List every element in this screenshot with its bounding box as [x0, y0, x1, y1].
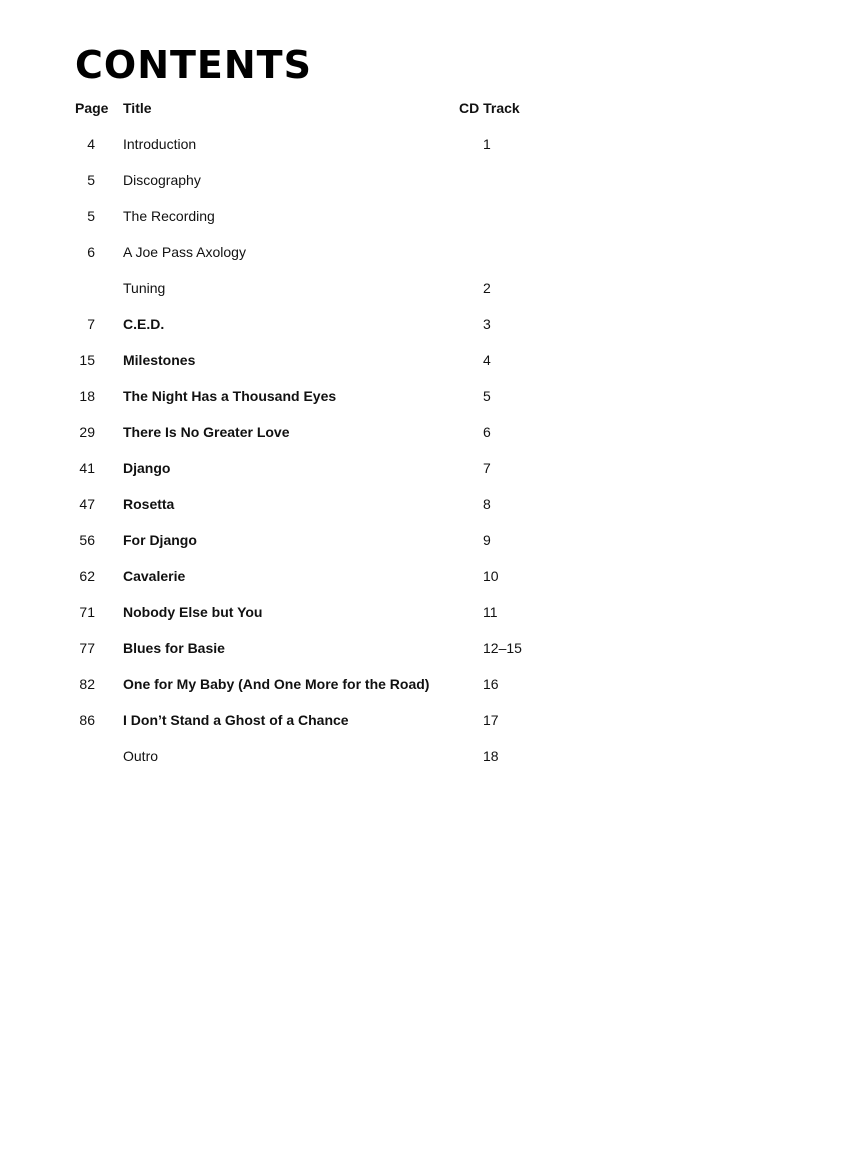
page-number: 7 [87, 316, 95, 332]
toc-row [75, 422, 595, 458]
entry-title: One for My Baby (And One More for the Road) [123, 676, 430, 692]
toc-row [75, 710, 595, 746]
page-number: 18 [79, 388, 95, 404]
page-number: 82 [79, 676, 95, 692]
page-number: 77 [79, 640, 95, 656]
toc-row [75, 206, 595, 242]
cd-track-number: 5 [483, 388, 491, 404]
entry-title: A Joe Pass Axology [123, 244, 246, 260]
title-column-header: Title [123, 100, 152, 116]
page-number: 29 [79, 424, 95, 440]
entry-title: Tuning [123, 280, 166, 296]
cd-track-number: 11 [483, 604, 498, 620]
cd-track-number: 10 [483, 568, 499, 584]
page-title: CONTENTS [75, 43, 312, 87]
toc-row [75, 350, 595, 386]
cd-track-number: 4 [483, 352, 491, 368]
toc-row [75, 314, 595, 350]
toc-row [75, 386, 595, 422]
entry-title: Blues for Basie [123, 640, 225, 656]
entry-title: The Recording [123, 208, 215, 224]
page-number: 71 [79, 604, 95, 620]
entry-title: Django [123, 460, 171, 476]
entry-title: I Don’t Stand a Ghost of a Chance [123, 712, 349, 728]
cd-track-number: 7 [483, 460, 491, 476]
toc-entries [75, 134, 595, 782]
toc-row [75, 602, 595, 638]
page-number: 6 [87, 244, 95, 260]
toc-row [75, 530, 595, 566]
entry-title: Rosetta [123, 496, 175, 512]
toc-header [75, 98, 595, 120]
entry-title: C.E.D. [123, 316, 165, 332]
page-number: 15 [79, 352, 95, 368]
entry-title: There Is No Greater Love [123, 424, 290, 440]
cd-track-number: 2 [483, 280, 491, 296]
cd-track-number: 3 [483, 316, 491, 332]
entry-title: The Night Has a Thousand Eyes [123, 388, 337, 404]
toc-row [75, 134, 595, 170]
entry-title: Nobody Else but You [123, 604, 263, 620]
cd-track-number: 16 [483, 676, 499, 692]
entry-title: For Django [123, 532, 197, 548]
toc-row [75, 242, 595, 278]
page-number: 56 [79, 532, 95, 548]
page-number: 47 [79, 496, 95, 512]
toc-row [75, 674, 595, 710]
cd-track-number: 8 [483, 496, 491, 512]
page-number: 41 [79, 460, 95, 476]
entry-title: Cavalerie [123, 568, 186, 584]
page-number: 62 [79, 568, 95, 584]
cd-track-column-header: CD Track [459, 100, 520, 116]
toc-row [75, 566, 595, 602]
page-column-header: Page [75, 100, 109, 116]
cd-track-number: 1 [483, 136, 491, 152]
entry-title: Milestones [123, 352, 196, 368]
page-number: 86 [79, 712, 95, 728]
entry-title: Outro [123, 748, 159, 764]
table-of-contents [75, 98, 595, 782]
entry-title: Introduction [123, 136, 197, 152]
toc-row [75, 458, 595, 494]
page-number: 5 [87, 208, 95, 224]
cd-track-number: 17 [483, 712, 499, 728]
cd-track-number: 9 [483, 532, 491, 548]
cd-track-number: 6 [483, 424, 491, 440]
page-number: 4 [87, 136, 95, 152]
cd-track-number: 18 [483, 748, 499, 764]
cd-track-number: 12–15 [483, 640, 522, 656]
toc-row [75, 494, 595, 530]
toc-row [75, 278, 595, 314]
page-number: 5 [87, 172, 95, 188]
toc-row [75, 638, 595, 674]
entry-title: Discography [123, 172, 201, 188]
toc-row [75, 170, 595, 206]
toc-row [75, 746, 595, 782]
